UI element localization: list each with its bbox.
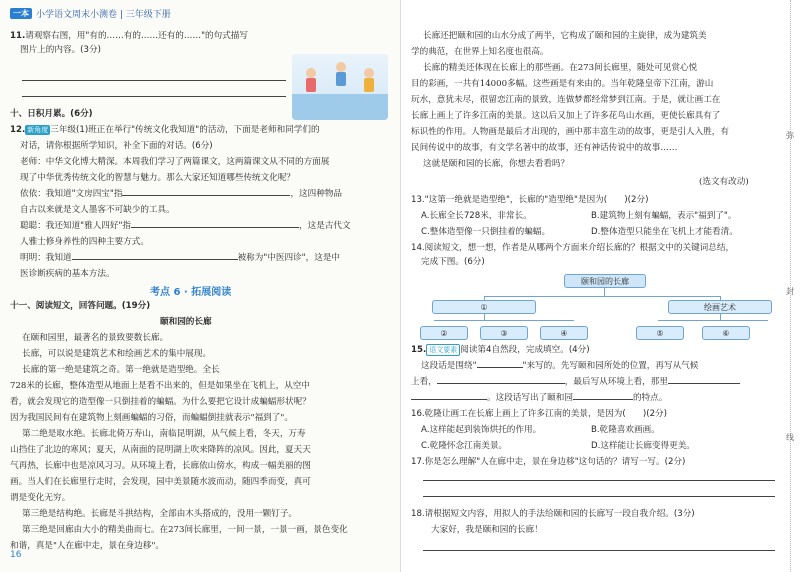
reading-heading: 十一、阅读短文，回答问题。(19分) (10, 301, 151, 311)
seal-char-2: 封 (786, 287, 794, 296)
page-number: 16 (10, 550, 22, 560)
q14-stem-2: 完成下图。(6分) (421, 257, 485, 267)
q11-answer-line-2[interactable] (22, 96, 286, 97)
q14-mind-map (420, 270, 780, 346)
passage-para: 因为我国民间有在建筑物上刻画蝙蝠的习俗，而蝙蝠倒挂就表示"福到了"。 (10, 413, 293, 423)
kids-at-beach-illustration (292, 54, 388, 120)
q14-stem: 14.阅读短文，想一想，作者是从哪两个方面来介绍长廊的？根据文中的关键词总结， (411, 243, 735, 253)
passage-para: 画。当人们在长廊里行走时，会发现，园中美景随水波而动，随四季而变，真可 (10, 477, 311, 487)
section-10-heading: 十、日积月累。(6分) (10, 109, 93, 119)
q12-line-5: 依依：我知道"文房四宝"指 ，这四种物品 (20, 189, 343, 199)
q13-option-a[interactable]: A.长廊全长728米，非常长。 (421, 211, 532, 221)
q12-line-9: 明明：我知道 被称为"中医四诊"，这是中 (20, 253, 341, 263)
q18-answer-line[interactable] (423, 550, 775, 551)
passage-para: 728米的长廊，整体造型从地面上是看不出来的，但是如果坐在飞机上，从空中 (10, 381, 310, 391)
passage-para: 第三绝是回廊由大小的精美曲而七。在273间长廊里，一间一景，一景一画，景色变化 (22, 525, 348, 535)
q13-option-c[interactable]: C.整体造型像一只倒挂着的蝙蝠。 (421, 227, 551, 237)
q17-answer-line-2[interactable] (423, 496, 775, 497)
q12-line-7: 聪聪：我还知道"雅人四好"指 ，这是古代文 (20, 221, 351, 231)
passage-para: 第三绝是结构绝。长廊是斗拱结构，全部由木头搭成的，没用一颗钉子。 (22, 509, 298, 519)
passage-para: 这就是颐和园的长廊，你想去看看吗？ (423, 159, 570, 169)
q12-line-1: 12. 新角度 三年级(1)班正在举行"传统文化我知道"的活动，下面是老师和同学们的 (10, 125, 320, 135)
passage-para: 长廊上画上了许多江南的美景。这以后又加上了许多花鸟山水画，更使长廊具有了 (411, 111, 721, 121)
diagram-leaf[interactable]: ⑤ (636, 326, 684, 340)
q11-stem-2: 图片上的内容。(3分) (20, 45, 101, 55)
passage-para: 玩水，意犹未尽，很留恋江南的景致，连做梦都经常梦到江南。于是，就让画工在 (411, 95, 721, 105)
q11-answer-line-1[interactable] (22, 80, 286, 81)
source-note: (选文有改动) (699, 177, 749, 187)
passage-para: 学的典范，在世界上知名度也很高。 (411, 47, 549, 57)
passage-para: 长廊的第一绝是建筑之奇。第一绝就是造型绝。全长 (22, 365, 220, 375)
diagram-root: 颐和园的长廊 (564, 274, 646, 288)
q16-option-b[interactable]: B.乾隆喜欢画画。 (591, 425, 660, 435)
q12-line-2: 对话，请你根据所学知识，补全下面的对话。(6分) (20, 141, 213, 151)
q16-stem: 16.乾隆让画工在长廊上画上了许多江南的美景，是因为( )(2分) (411, 409, 667, 419)
q13-option-b[interactable]: B.建筑物上刻有蝙蝠，表示"福到了"。 (591, 211, 737, 221)
q18-stem: 18.请根据短文内容，用拟人的手法给颐和园的长廊写一段自我介绍。(3分) (411, 509, 695, 519)
q16-option-d[interactable]: D.这样能让长廊变得更美。 (591, 441, 695, 451)
q12-line-6: 自古以来就是文人墨客不可缺少的工具。 (20, 205, 175, 215)
q16-option-c[interactable]: C.乾隆怀念江南美景。 (421, 441, 508, 451)
passage-para: 谓是变化无穷。 (10, 493, 71, 503)
passage-para: 在颐和园里，最著名的景致要数长廊。 (22, 333, 169, 343)
diagram-leaf[interactable]: ④ (540, 326, 588, 340)
q18-opening-line: 大家好，我是颐和园的长廊！ (431, 525, 543, 535)
diagram-leaf[interactable]: ② (420, 326, 468, 340)
passage-para: 长廊，可以说是建筑艺术和绘画艺术的集中展现。 (22, 349, 212, 359)
q12-line-10: 医诊断疾病的基本方法。 (20, 269, 115, 279)
brand-logo: 一本 (10, 8, 32, 19)
passage-para: 第二绝是取水绝。长廊北倚万寿山，南临昆明湖，从气候上看，冬天，万寿 (22, 429, 306, 439)
q17-answer-line-1[interactable] (423, 480, 775, 481)
diagram-branch-1[interactable]: ① (432, 300, 536, 314)
q12-line-8: 人雅士修身养性的四种主要方式。 (20, 237, 149, 247)
seal-char-1: 弥 (786, 131, 794, 140)
passage-para: 看，就会发现它的造型像一只倒挂着的蝙蝠。为什么要把它设计成蝙蝠形状呢？ (10, 397, 311, 407)
q15-line-4: 。这段话写出了颐和园 的特点。 (411, 392, 667, 405)
q15-blank-2[interactable] (437, 383, 565, 384)
q15-blank-5[interactable] (573, 399, 633, 400)
q15-blank-1[interactable] (477, 367, 523, 368)
diagram-branch-2: 绘画艺术 (668, 300, 772, 314)
passage-para: 长廊还把颐和园的山水分成了两半，它构成了颐和园的主旋律，成为建筑美 (423, 31, 707, 41)
wenfang-blank[interactable] (122, 195, 290, 196)
q17-stem: 17.你是怎么理解"人在廊中走，景在身边移"这句话的？请写一写。(2分) (411, 457, 686, 467)
passage-title: 颐和园的长廊 (160, 317, 212, 327)
page-header (10, 6, 171, 20)
q12-line-3: 老师：中华文化博大精深。本周我们学习了两篇课文，这两篇课文从不同的方面展 (20, 157, 330, 167)
seal-char-3: 线 (786, 433, 794, 442)
diagram-leaf[interactable]: ⑥ (702, 326, 750, 340)
yaren-blank[interactable] (131, 227, 299, 228)
new-angle-tag: 新角度 (27, 126, 49, 134)
header-title: 小学语文周末小测卷 | 三年级下册 (36, 9, 171, 20)
q11-stem: 11.请观察右图，用"有的……有的……还有的……"的句式描写 (10, 31, 248, 41)
key-element-tag: 语文要素 (426, 344, 460, 356)
q13-stem: 13."这第一绝就是造型绝"，长廊的"造型绝"是因为( )(2分) (411, 195, 649, 205)
passage-para: 标识性的作用。人物画是最后才出现的，画中那丰富生动的故事，更是引人入胜，有 (411, 127, 729, 137)
q15-line-3: 上看， ，最后写从环境上看，那里 (411, 376, 740, 389)
q15-blank-4[interactable] (411, 399, 487, 400)
q13-option-d[interactable]: D.整体造型只能坐在飞机上才能看清。 (591, 227, 738, 237)
passage-para: 目的彩画，一共有14000多幅。这些画是有来由的。当年乾隆皇帝下江南，游山 (411, 79, 714, 89)
q15-line-2: 这段话是围绕" "来写的。先写颐和园所处的位置，再写从气候 (421, 361, 699, 371)
passage-para: 长廊的精美还体现在长廊上的那些画。在273间长廊里，随处可见赏心悦 (423, 63, 698, 73)
q15-line-1: 15. 语文要素 阅读第4自然段，完成填空。(4分) (411, 345, 590, 355)
q16-option-a[interactable]: A.这样能起到装饰烘托的作用。 (421, 425, 542, 435)
passage-para: 和谐，真是"人在廊中走，景在身边移"。 (10, 541, 165, 551)
diagram-leaf[interactable]: ③ (480, 326, 528, 340)
zhongyi-blank[interactable] (72, 259, 238, 260)
passage-para: 民间传说中的故事，有文学名著中的故事，还有神话传说中的故事…… (411, 143, 678, 153)
q15-blank-3[interactable] (668, 383, 740, 384)
passage-para: 气再热，长廊中也是凉风习习。从环境上看，长廊依山傍水，构成一幅美丽的图 (10, 461, 311, 471)
section-6-title: 考点 6 · 拓展阅读 (150, 287, 232, 298)
q12-line-4: 现了中华优秀传统文化的智慧与魅力。那么大家还知道哪些传统文化呢？ (20, 173, 296, 183)
passage-para: 山挡住了北边的寒风；夏天，从南面的昆明湖上吹来降阵的凉风。因此，夏天天 (10, 445, 311, 455)
